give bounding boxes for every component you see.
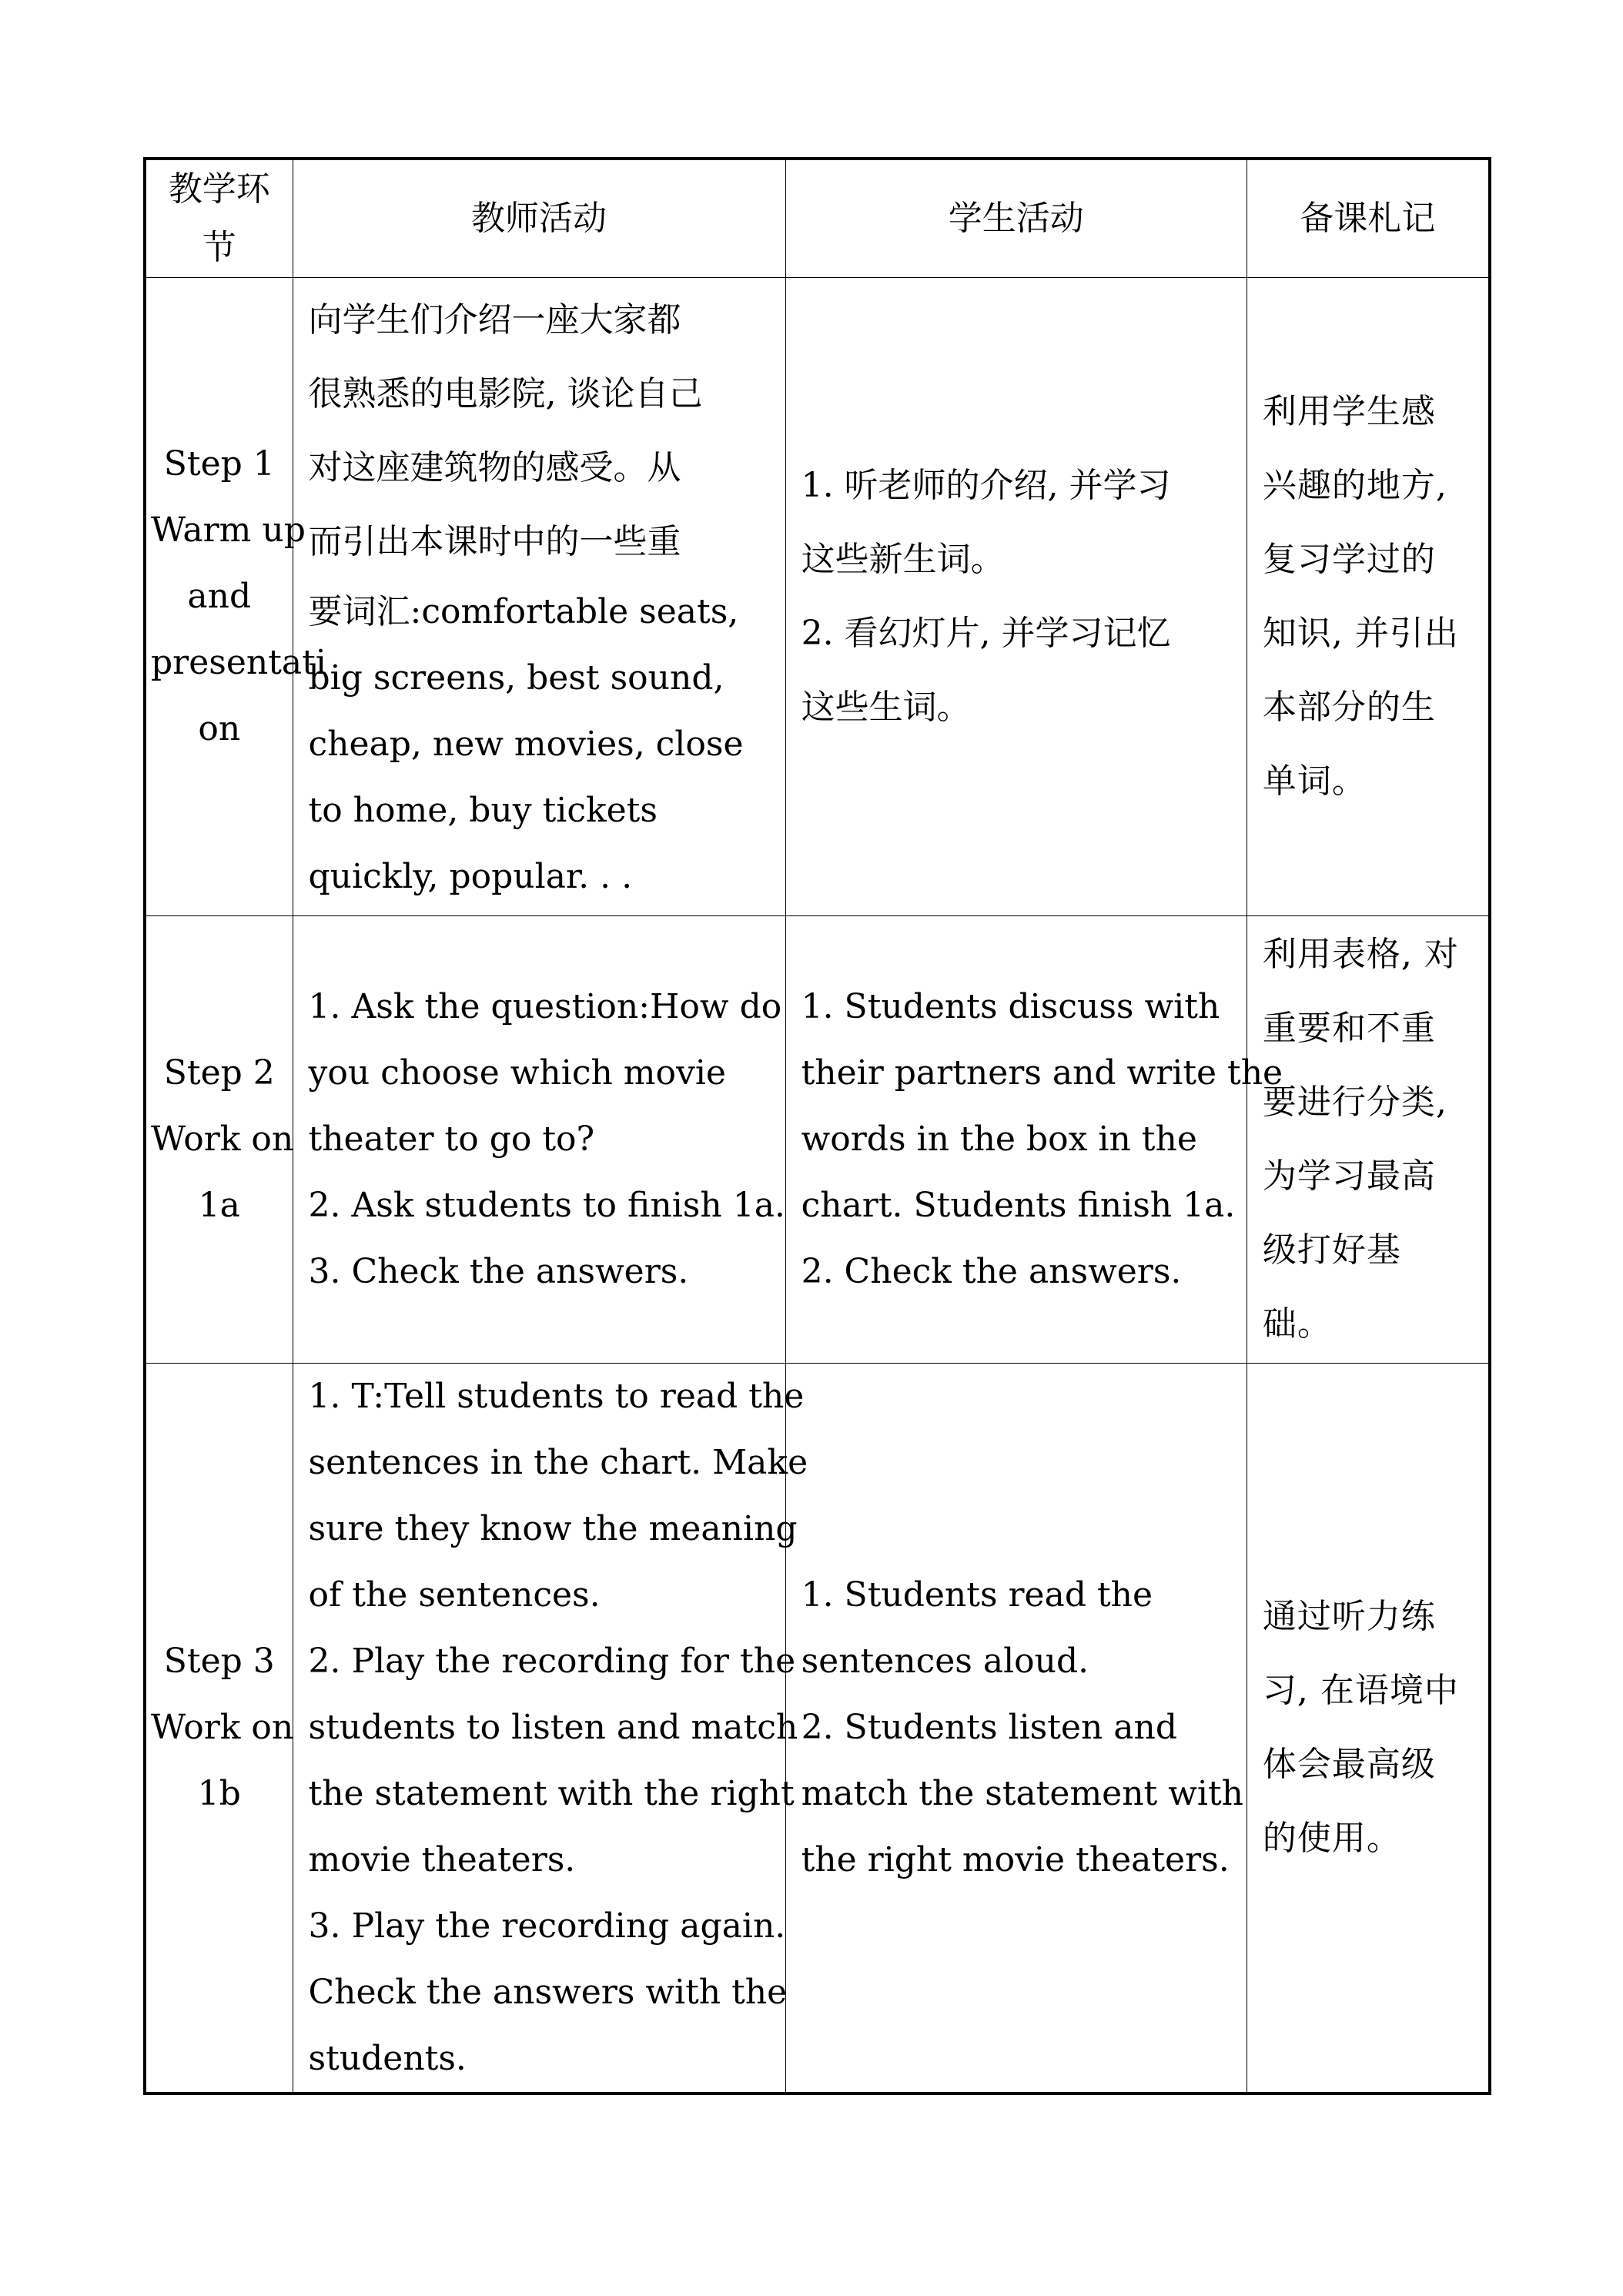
text-line: words in the box in the xyxy=(801,1120,1197,1159)
text-line: 1. Ask the question:How do xyxy=(308,987,782,1026)
step-3-teacher-activity xyxy=(293,1364,808,2094)
text-line: 级打好基 xyxy=(1262,1230,1401,1270)
text-line: 而引出本课时中的一些重 xyxy=(308,522,681,561)
text-line: the statement with the right xyxy=(308,1774,795,1813)
step-line: 1a xyxy=(198,1186,240,1225)
text-line: 重要和不重 xyxy=(1262,1009,1436,1048)
text-line: sentences aloud. xyxy=(801,1642,1089,1681)
text-line: chart. Students finish 1a. xyxy=(801,1186,1236,1225)
lesson-plan-table xyxy=(143,157,1491,2095)
step-line: and xyxy=(187,577,252,616)
text-line: 1. Students discuss with xyxy=(801,987,1220,1026)
step-line: Warm up xyxy=(151,510,306,550)
text-line: 本部分的生 xyxy=(1262,688,1436,727)
text-line: their partners and write the xyxy=(801,1053,1283,1093)
step-1-label xyxy=(145,278,326,916)
table-row-step-3 xyxy=(145,1364,1490,2094)
text-line: 这些新生词。 xyxy=(801,540,1005,579)
step-2-label xyxy=(145,916,293,1364)
text-line: cheap, new movies, close xyxy=(308,725,744,764)
text-line: quickly, popular. . . xyxy=(308,857,633,896)
text-line: 这些生词。 xyxy=(801,688,971,727)
text-line: 通过听力练 xyxy=(1262,1597,1436,1636)
text-line: big screens, best sound, xyxy=(308,658,724,698)
text-line: 向学生们介绍一座大家都 xyxy=(308,300,681,340)
text-line: match the statement with xyxy=(801,1774,1243,1813)
text-line: of the sentences. xyxy=(308,1575,601,1615)
text-line: 很熟悉的电影院, 谈论自己 xyxy=(308,374,703,413)
header-teaching-stage: 教学环节 xyxy=(145,159,293,278)
text-line: 单词。 xyxy=(1262,761,1367,801)
step-1-teacher-activity xyxy=(293,278,785,916)
text-line: 的使用。 xyxy=(1262,1819,1401,1858)
header-row xyxy=(145,159,1490,278)
text-line: students to listen and match xyxy=(308,1708,798,1747)
text-line: 2. Students listen and xyxy=(801,1708,1178,1747)
text-line: 2. Ask students to finish 1a. xyxy=(308,1186,785,1225)
step-2-student-activity xyxy=(785,916,1283,1364)
text-line: 3. Play the recording again. xyxy=(308,1906,786,1946)
text-line: 2. Play the recording for the xyxy=(308,1642,796,1681)
step-3-label xyxy=(145,1364,293,2094)
text-line: 利用学生感 xyxy=(1262,392,1436,431)
text-line: sentences in the chart. Make xyxy=(308,1443,808,1482)
text-line: theater to go to? xyxy=(308,1120,595,1159)
step-line: Work on xyxy=(151,1708,294,1747)
text-line: 1. T:Tell students to read the xyxy=(308,1377,805,1416)
text-line: 要词汇:comfortable seats, xyxy=(308,592,739,631)
text-line: to home, buy tickets xyxy=(308,791,658,830)
step-line: Step 1 xyxy=(163,444,275,484)
text-line: 知识, 并引出 xyxy=(1262,614,1459,653)
step-line: Step 2 xyxy=(163,1053,275,1093)
text-line: 兴趣的地方, xyxy=(1262,466,1447,505)
table-row-step-2 xyxy=(145,916,1490,1364)
text-line: 2. 看幻灯片, 并学习记忆 xyxy=(801,614,1171,653)
text-line: 利用表格, 对 xyxy=(1262,935,1459,974)
table-row-step-1 xyxy=(145,278,1490,916)
step-line: Work on xyxy=(151,1120,294,1159)
step-2-lesson-notes xyxy=(1247,916,1490,1364)
step-line: on xyxy=(198,709,241,748)
text-line: students. xyxy=(308,2039,467,2078)
step-3-lesson-notes xyxy=(1247,1364,1490,2094)
text-line: 体会最高级 xyxy=(1262,1745,1436,1784)
step-1-student-activity xyxy=(785,278,1247,916)
text-line: 复习学过的 xyxy=(1262,540,1436,579)
text-line: sure they know the meaning xyxy=(308,1509,798,1548)
text-line: 2. Check the answers. xyxy=(801,1252,1182,1291)
text-line: 3. Check the answers. xyxy=(308,1252,689,1291)
step-line: 1b xyxy=(197,1774,241,1813)
text-line: 1. 听老师的介绍, 并学习 xyxy=(801,466,1171,505)
text-line: 习, 在语境中 xyxy=(1262,1671,1459,1710)
text-line: you choose which movie xyxy=(308,1053,726,1093)
header-teacher-activity: 教师活动 xyxy=(293,159,785,278)
step-line: presentati xyxy=(151,643,326,682)
text-line: 础。 xyxy=(1262,1304,1332,1344)
header-student-activity: 学生活动 xyxy=(785,159,1247,278)
step-1-lesson-notes xyxy=(1247,278,1490,916)
text-line: 1. Students read the xyxy=(801,1575,1153,1615)
header-lesson-notes: 备课札记 xyxy=(1247,159,1490,278)
step-2-teacher-activity xyxy=(293,916,785,1364)
text-line: Check the answers with the xyxy=(308,1973,788,2012)
text-line: the right movie theaters. xyxy=(801,1840,1230,1879)
step-3-student-activity xyxy=(785,1364,1247,2094)
text-line: 对这座建筑物的感受。从 xyxy=(308,448,681,487)
text-line: 要进行分类, xyxy=(1262,1083,1447,1122)
text-line: movie theaters. xyxy=(308,1840,576,1879)
text-line: 为学习最高 xyxy=(1262,1156,1436,1196)
step-line: Step 3 xyxy=(163,1642,275,1681)
